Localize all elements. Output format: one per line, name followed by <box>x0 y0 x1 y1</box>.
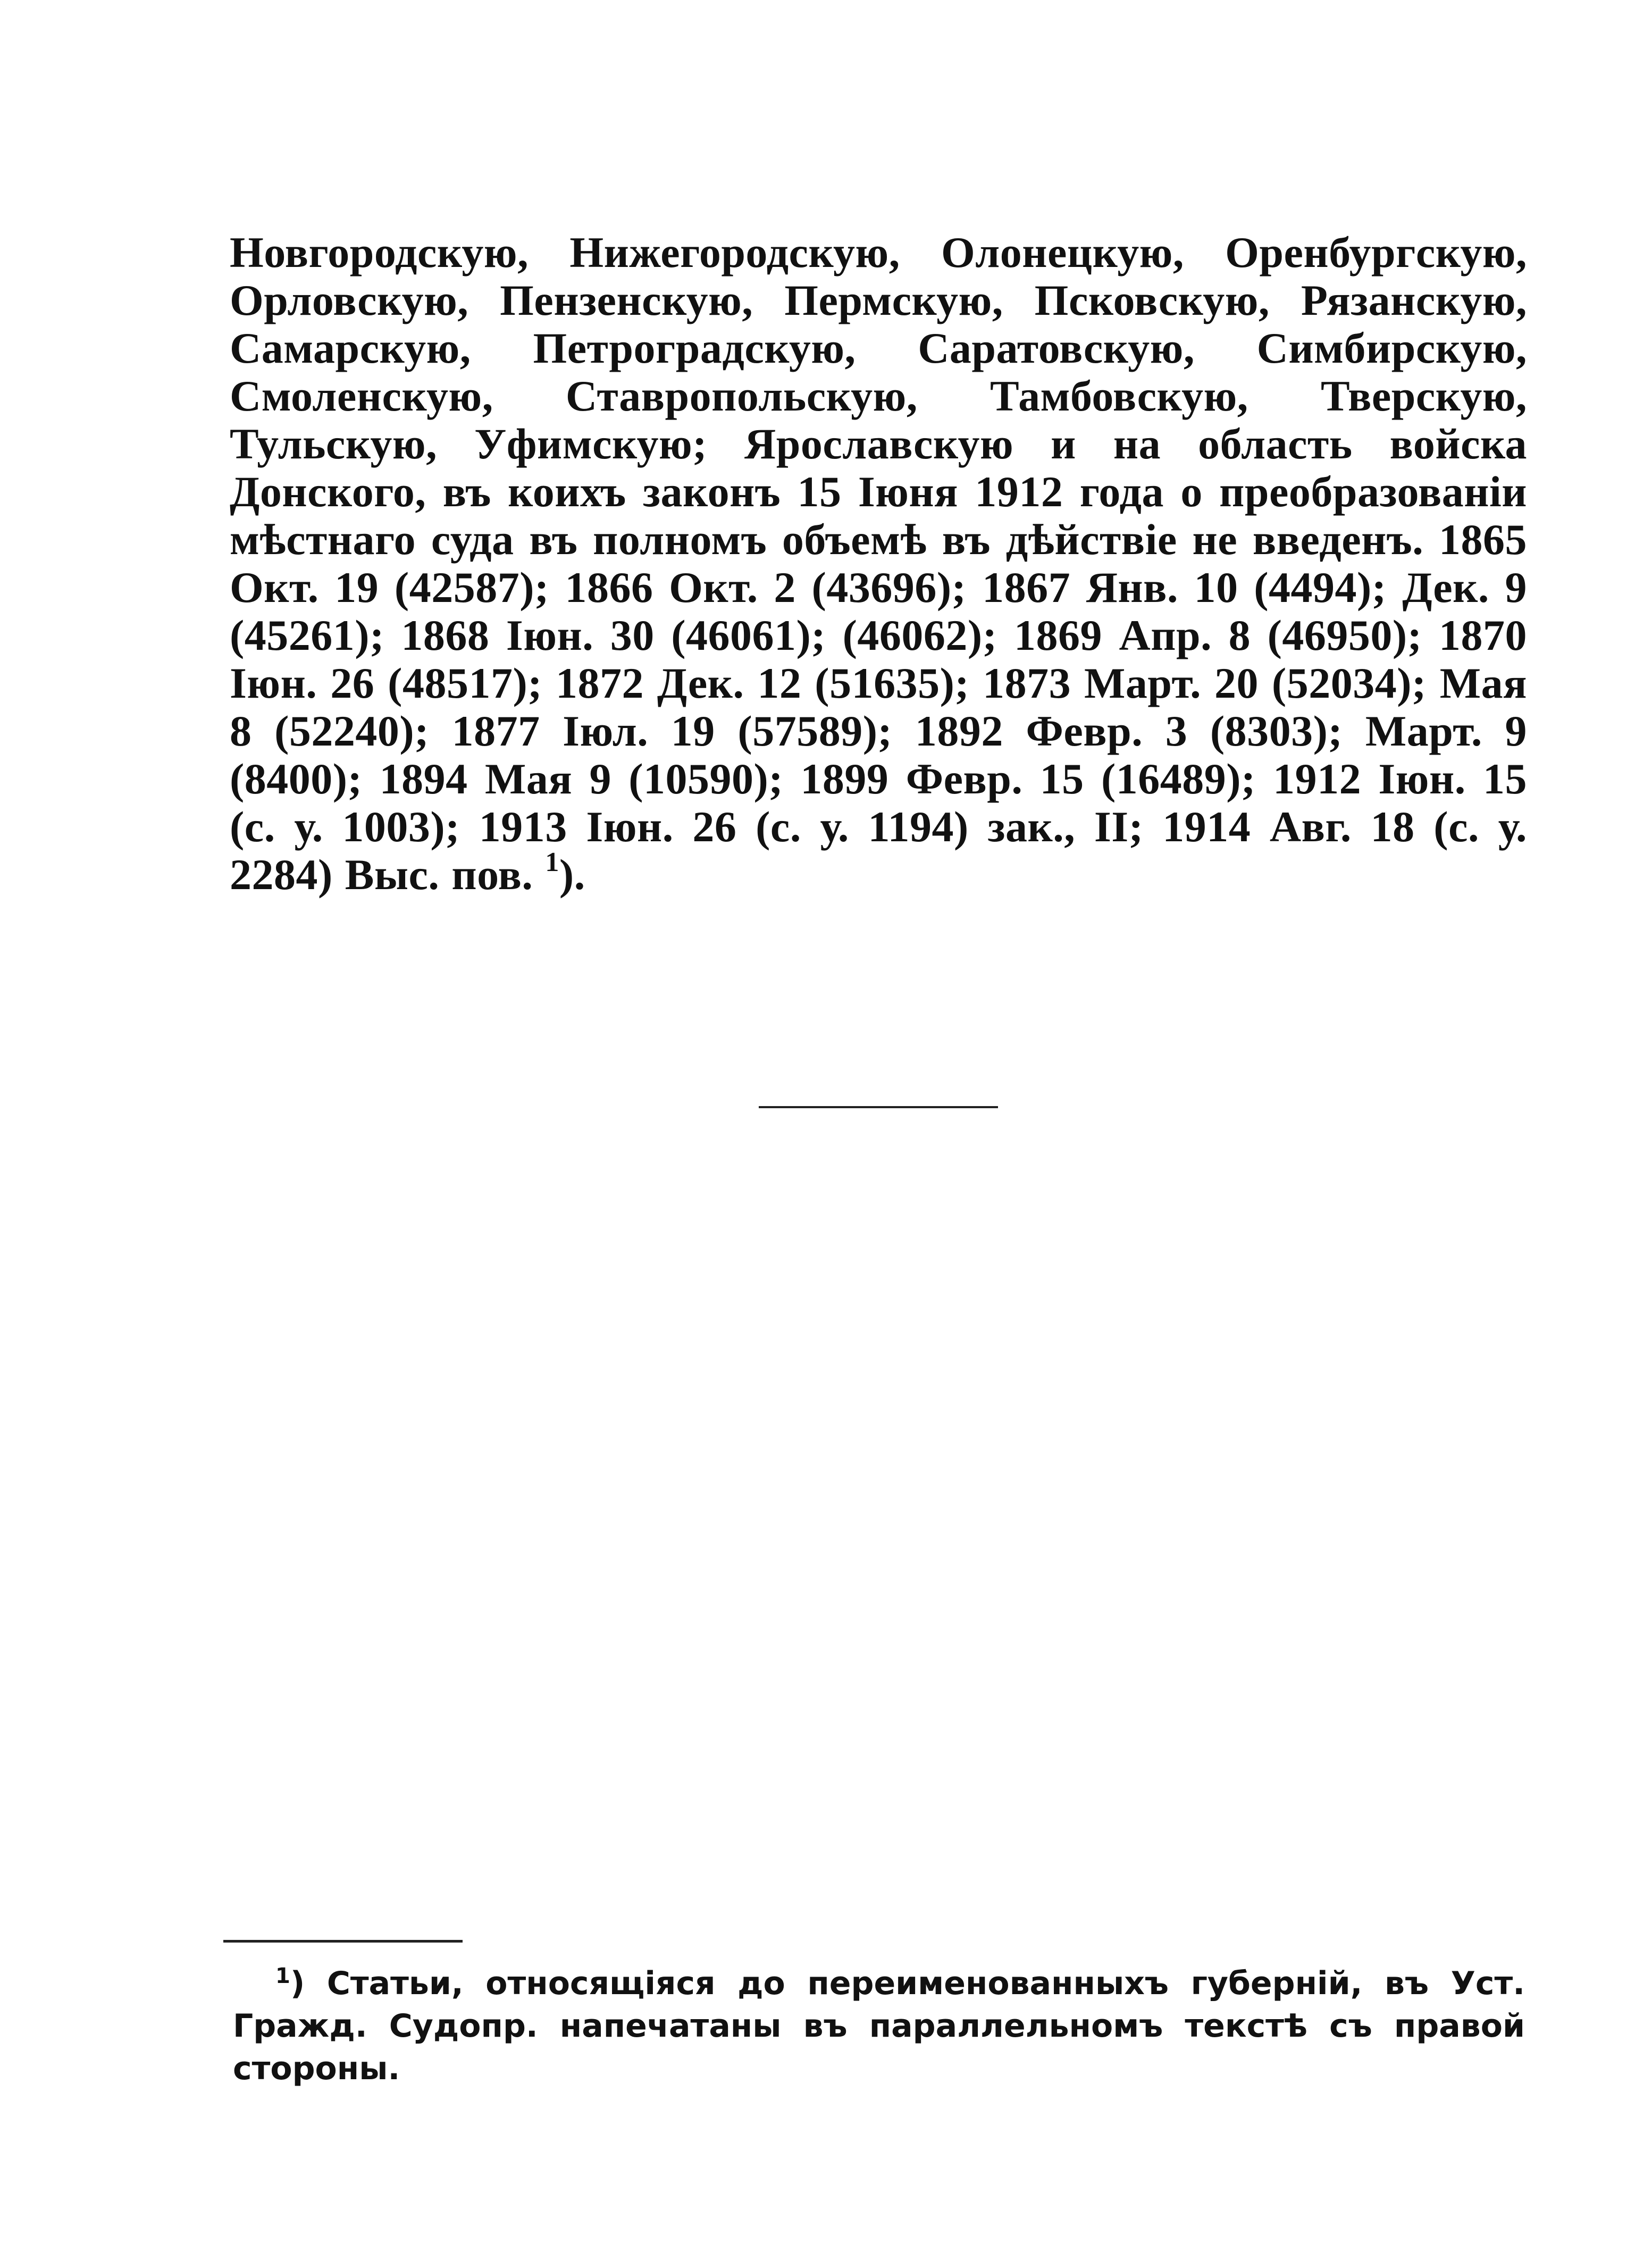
footnote-marker: 1 <box>275 1964 290 1988</box>
main-text-closing: ). <box>559 850 585 899</box>
main-text-body: Новгородскую, Нижегородскую, Олонецкую, Оренбургскую, Орловскую, Пензенскую, Пермскую, Псковскую, Рязанскую, Самарскую, Петроградскую, Саратовскую, Симбирскую, Смоленскую, Ставропольскую, Тамбовскую, Тверскую, Тульскую, Уфимскую; Ярославскую и на область войска Донского, въ коихъ законъ 15 Іюня 1912 года о преобразованіи мѣстнаго суда въ полномъ объемѣ въ дѣйствіе не введенъ. 1865 Окт. 19 (42587); 1866 Окт. 2 (43696); 1867 Янв. 10 (4494); Дек. 9 (45261); 1868 Іюн. 30 (46061); (46062); 1869 Апр. 8 (46950); 1870 Іюн. 26 (48517); 1872 Дек. 12 (51635); 1873 Март. 20 (52034); Мая 8 (52240); 1877 Іюл. 19 (57589); 1892 Февр. 3 (8303); Март. 9 (8400); 1894 Мая 9 (10590); 1899 Февр. 15 (16489); 1912 Іюн. 15 (с. у. 1003); 1913 Іюн. 26 (с. у. 1194) зак., II; 1914 Авг. 18 (с. у. 2284) Выс. пов. <box>230 228 1527 899</box>
footnote-paragraph <box>233 1962 1525 2090</box>
footnote-text: Статьи, относящіяся до переименованныхъ губерній, въ Уст. Гражд. Судопр. напечатаны въ параллельномъ текстѣ съ правой стороны. <box>233 1965 1525 2087</box>
footnote-divider <box>223 1940 463 1943</box>
footnote <box>233 1962 1525 2090</box>
section-divider <box>759 1106 998 1108</box>
main-paragraph-text <box>230 229 1527 899</box>
main-paragraph <box>230 229 1527 899</box>
footnote-reference: 1 <box>545 847 559 877</box>
footnote-marker-paren: ) <box>290 1965 305 2002</box>
